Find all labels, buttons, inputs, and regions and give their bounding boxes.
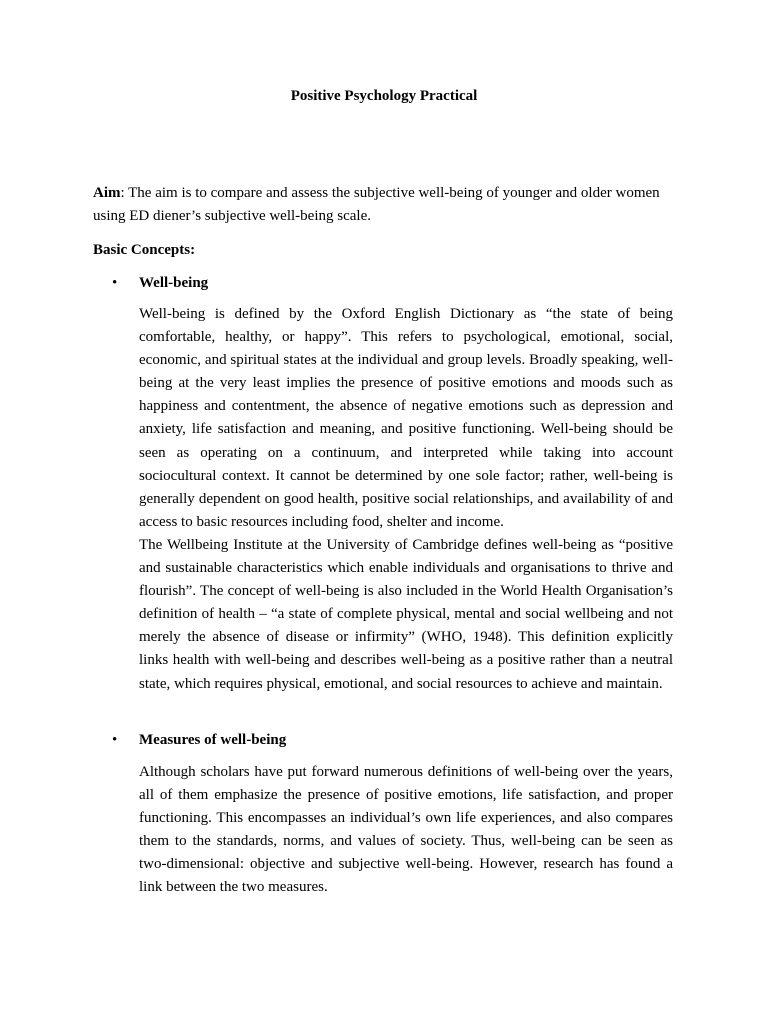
page-title: Positive Psychology Practical (290, 88, 478, 104)
aim-text: : The aim is to compare and assess the subjective well-being of younger and older women using ED diener’s subjective well-being scale. (93, 185, 660, 224)
well-being-paragraph-1: Well-being is defined by the Oxford English Dictionary as “the state of being comfortable, healthy, or happy”. This refers to psychological, emotional, social, economic, and spiritual states at the individual and group levels. Broadly speaking, well-being at the very least implies the presence of positive emotions and moods such as happiness and contentment, the absence of negative emotions such as depression and anxiety, life satisfaction and meaning, and positive functioning. Well-being should be seen as operating on a continuum, and interpreted while taking into account sociocultural context. It cannot be determined by one sole factor; rather, well-being is generally dependent on good health, positive social relationships, and availability of and access to basic resources including food, shelter and income. (139, 306, 673, 530)
basic-concepts-heading: Basic Concepts: (93, 242, 196, 258)
measures-paragraph-1: Although scholars have put forward numerous definitions of well-being over the years, all of them emphasize the presence of positive emotions, life satisfaction, and proper functioning. This encompasses an individual’s own life experiences, and also compares them to the standards, norms, and values of society. Thus, well-being can be seen as two-dimensional: objective and subjective well-being. However, research has found a link between the two measures. (139, 764, 673, 896)
section-title-well-being: Well-being (139, 275, 209, 291)
well-being-paragraph-2: The Wellbeing Institute at the University of Cambridge defines well-being as “positive and sustainable characteristics which enable individuals and organisations to thrive and flourish”. The concept of well-being is also included in the World Health Organisation’s definition of health – “a state of complete physical, mental and social wellbeing and not merely the absence of disease or infirmity” (WHO, 1948). This definition explicitly links health with well-being and describes well-being as a positive rather than a neutral state, which requires physical, emotional, and social resources to achieve and maintain. (139, 537, 673, 692)
bullet-icon: • (112, 275, 118, 291)
aim-paragraph (93, 182, 673, 228)
section-title-measures: Measures of well-being (139, 732, 287, 748)
bullet-icon: • (112, 732, 118, 748)
aim-label: Aim (93, 185, 121, 201)
